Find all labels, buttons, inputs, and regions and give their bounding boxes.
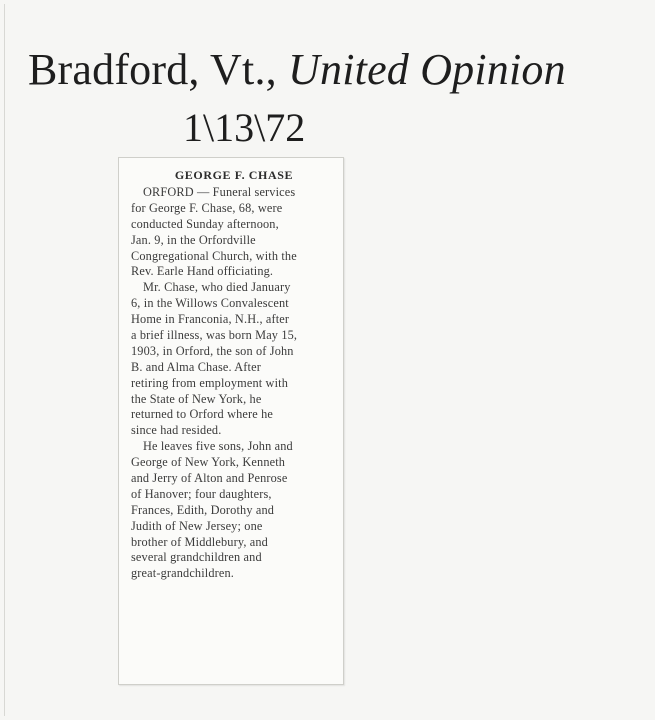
obituary-line: a brief illness, was born May 15,	[131, 328, 298, 343]
obituary-line: He leaves five sons, John and	[143, 439, 293, 454]
obituary-line: Jan. 9, in the Orfordville	[131, 232, 256, 247]
obituary-line: and Jerry of Alton and Penrose	[131, 471, 288, 486]
obituary-line: Rev. Earle Hand officiating.	[131, 264, 274, 279]
obituary-line: Congregational Church, with the	[131, 248, 297, 263]
obituary-headline: GEORGE F. CHASE	[174, 168, 294, 182]
obituary-line: ORFORD — Funeral services	[143, 185, 296, 199]
obituary-line: Judith of New Jersey; one	[131, 518, 263, 533]
obituary-line: Home in Franconia, N.H., after	[131, 312, 290, 327]
obituary-line: for George F. Chase, 68, were	[131, 200, 283, 215]
publication-date: 1\13\72	[183, 105, 306, 150]
obituary-line: of Hanover; four daughters,	[131, 486, 272, 501]
newspaper-clipping	[118, 157, 344, 685]
publication-name: United Opinion	[288, 45, 566, 94]
obituary-body	[131, 185, 337, 582]
obituary-line: 1903, in Orford, the son of John	[131, 343, 294, 358]
obituary-line: 6, in the Willows Convalescent	[131, 296, 289, 311]
obituary-line: George of New York, Kenneth	[131, 455, 286, 470]
obituary-line: conducted Sunday afternoon,	[131, 216, 279, 231]
obituary-line: the State of New York, he	[131, 391, 262, 406]
obituary-line: Frances, Edith, Dorothy and	[131, 502, 275, 517]
obituary-line: great-grandchildren.	[131, 566, 235, 581]
place-name: Bradford, Vt.,	[28, 45, 277, 94]
obituary-line: brother of Middlebury, and	[131, 534, 268, 549]
obituary-line: since had resided.	[131, 423, 222, 438]
obituary-line: Mr. Chase, who died January	[143, 280, 291, 295]
obituary-line: retiring from employment with	[131, 375, 289, 390]
obituary-line: returned to Orford where he	[131, 407, 273, 422]
publication-header	[28, 46, 566, 94]
obituary-line: B. and Alma Chase. After	[131, 359, 261, 374]
obituary-line: several grandchildren and	[131, 550, 262, 565]
